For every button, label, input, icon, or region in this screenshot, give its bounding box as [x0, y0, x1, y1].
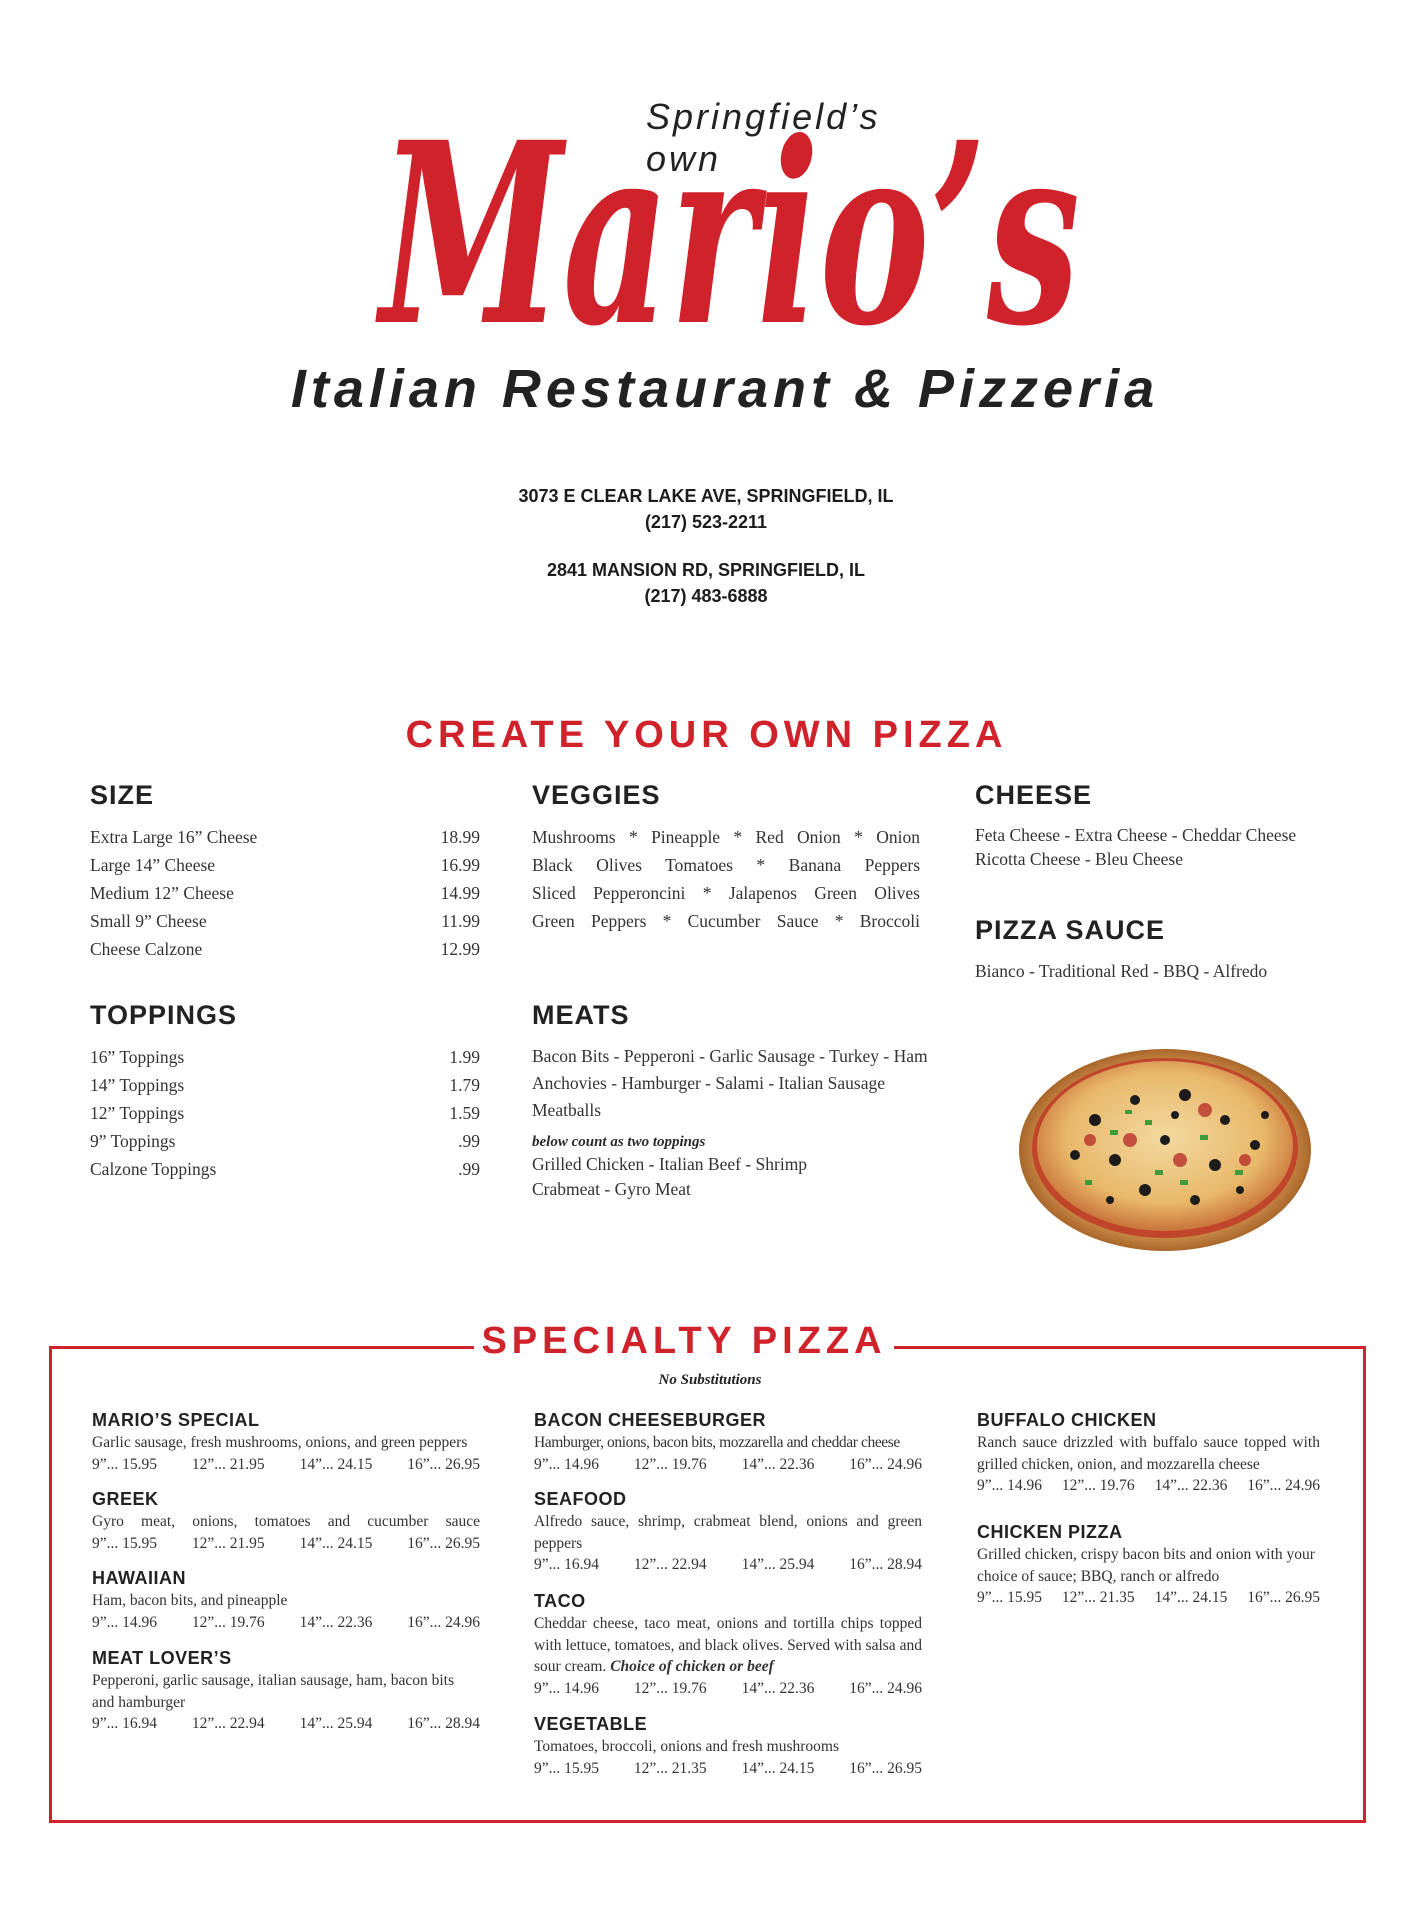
create-your-own-title: CREATE YOUR OWN PIZZA — [405, 714, 1008, 756]
specialty-item — [534, 1408, 922, 1475]
specialty-item — [92, 1566, 480, 1633]
sauce-line: Bianco - Traditional Red - BBQ - Alfredo — [975, 961, 1268, 981]
price: 14”... 22.36 — [741, 1455, 815, 1473]
size-item — [90, 907, 480, 935]
specialty-name: BUFFALO CHICKEN — [977, 1410, 1157, 1430]
location-2 — [406, 557, 1006, 609]
item-name: Extra Large 16” Cheese — [90, 827, 258, 847]
specialty-prices — [92, 1533, 480, 1555]
price: 12”... 19.76 — [1061, 1477, 1135, 1494]
item-price: 11.99 — [441, 911, 480, 931]
price: 16”... 26.95 — [407, 1534, 480, 1552]
topping-item — [90, 1043, 480, 1071]
specialty-item — [977, 1408, 1320, 1497]
logo-text: Mario’s — [374, 90, 1080, 360]
topping-item — [90, 1071, 480, 1099]
toppings-section — [90, 1000, 480, 1183]
item-price: 1.59 — [449, 1103, 480, 1123]
price: 14”... 22.36 — [741, 1679, 815, 1697]
price: 9”... 15.95 — [977, 1589, 1043, 1606]
specialty-desc: Alfredo sauce, shrimp, crabmeat blend, onions and green peppers — [534, 1513, 922, 1552]
cheese-line: Ricotta Cheese - Bleu Cheese — [975, 849, 1183, 869]
price: 14”... 22.36 — [299, 1613, 373, 1631]
size-item — [90, 935, 480, 963]
price: 14”... 24.15 — [299, 1534, 373, 1552]
item-price: 18.99 — [440, 827, 480, 847]
price: 12”... 22.94 — [633, 1556, 707, 1573]
price: 12”... 21.95 — [191, 1455, 265, 1473]
specialty-name: TACO — [534, 1591, 586, 1611]
specialty-desc: Ham, bacon bits, and pineapple — [92, 1592, 288, 1609]
price: 12”... 19.76 — [633, 1455, 707, 1473]
location-address: 3073 E CLEAR LAKE AVE, SPRINGFIELD, IL — [518, 486, 894, 506]
specialty-item — [534, 1712, 922, 1779]
price: 9”... 14.96 — [534, 1679, 600, 1697]
price: 16”... 28.94 — [849, 1556, 922, 1573]
item-name: Small 9” Cheese — [90, 911, 207, 931]
specialty-item — [534, 1589, 922, 1699]
specialty-desc: Pepperoni, garlic sausage, italian sausage, ham, bacon bits and hamburger — [92, 1672, 454, 1711]
tagline: Springfield’s own — [646, 96, 881, 179]
item-name: 9” Toppings — [90, 1131, 176, 1151]
price: 9”... 15.95 — [534, 1759, 600, 1777]
item-name: Large 14” Cheese — [90, 855, 216, 875]
price: 14”... 25.94 — [741, 1556, 815, 1573]
specialty-name: BACON CHEESEBURGER — [534, 1410, 767, 1430]
price: 9”... 15.95 — [92, 1534, 158, 1552]
size-item — [90, 823, 480, 851]
specialty-item — [977, 1520, 1320, 1609]
toppings-heading: TOPPINGS — [90, 1000, 238, 1030]
price: 12”... 19.76 — [633, 1679, 707, 1697]
specialty-name: HAWAIIAN — [92, 1568, 186, 1588]
price: 9”... 16.94 — [534, 1556, 600, 1573]
no-substitutions-note: No Substitutions — [658, 1372, 762, 1388]
specialty-prices — [534, 1678, 922, 1700]
specialty-desc — [534, 1613, 922, 1678]
specialty-prices — [92, 1612, 480, 1634]
logo-wordmark — [360, 90, 1120, 360]
specialty-item — [92, 1487, 480, 1554]
desc-text: Cheddar cheese, taco meat, onions and tortilla chips topped with lettuce, tomatoes, and black olives. Served with salsa and sour cream. — [534, 1615, 922, 1675]
restaurant-logo — [360, 90, 1120, 360]
pizza-sauce-section — [975, 915, 1335, 985]
specialty-prices — [92, 1454, 480, 1476]
location-address: 2841 MANSION RD, SPRINGFIELD, IL — [546, 560, 866, 580]
specialty-name: SEAFOOD — [534, 1489, 627, 1509]
meat-line: Meatballs — [532, 1100, 602, 1120]
specialty-name: GREEK — [92, 1489, 159, 1509]
item-name: Medium 12” Cheese — [90, 883, 234, 903]
veggies-section — [532, 780, 920, 935]
price: 9”... 14.96 — [534, 1455, 600, 1473]
specialty-item — [92, 1408, 480, 1475]
specialty-item — [534, 1487, 922, 1576]
cheese-line: Feta Cheese - Extra Cheese - Cheddar Cheese — [975, 825, 1297, 845]
item-price: 1.79 — [449, 1075, 480, 1095]
double-topping-note: below count as two toppings — [532, 1134, 706, 1150]
meat-line: Bacon Bits - Pepperoni - Garlic Sausage - Turkey - Ham — [532, 1046, 928, 1066]
price: 16”... 24.96 — [407, 1613, 480, 1631]
meat-line: Crabmeat - Gyro Meat — [532, 1179, 691, 1199]
item-name: 16” Toppings — [90, 1047, 185, 1067]
veggie-line: Black Olives Tomatoes * Banana Peppers — [532, 855, 920, 875]
desc-emphasis: Choice of chicken or beef — [610, 1658, 774, 1675]
veggie-line: Mushrooms * Pineapple * Red Onion * Onion — [532, 827, 920, 847]
item-name: Calzone Toppings — [90, 1159, 217, 1179]
price: 14”... 24.15 — [741, 1759, 815, 1777]
price: 16”... 26.95 — [849, 1759, 922, 1777]
specialty-prices — [534, 1758, 922, 1780]
meat-line: Anchovies - Hamburger - Salami - Italian Sausage — [532, 1073, 885, 1093]
pizza-sauce-heading: PIZZA SAUCE — [975, 915, 1166, 945]
item-name: 14” Toppings — [90, 1075, 185, 1095]
pizza-photo-icon — [1015, 1040, 1315, 1255]
specialty-name: CHICKEN PIZZA — [977, 1522, 1123, 1542]
specialty-desc: Hamburger, onions, bacon bits, mozzarella and cheddar cheese — [534, 1434, 900, 1451]
price: 16”... 24.96 — [1247, 1477, 1320, 1494]
specialty-prices — [534, 1454, 922, 1476]
price: 16”... 26.95 — [1247, 1589, 1320, 1606]
specialty-prices — [92, 1713, 480, 1735]
item-name: 12” Toppings — [90, 1103, 185, 1123]
price: 9”... 16.94 — [92, 1715, 158, 1732]
location-phone: (217) 483-6888 — [644, 586, 768, 606]
specialty-desc: Gyro meat, onions, tomatoes and cucumber sauce — [92, 1513, 480, 1530]
restaurant-subtitle: Italian Restaurant & Pizzeria — [290, 359, 1160, 419]
item-price: 16.99 — [440, 855, 480, 875]
item-price: 14.99 — [440, 883, 480, 903]
specialty-name: MEAT LOVER’S — [92, 1648, 232, 1668]
size-section — [90, 780, 480, 963]
specialty-prices — [534, 1554, 922, 1576]
cheese-section — [975, 780, 1335, 871]
meats-heading: MEATS — [532, 1000, 630, 1030]
meat-line: Grilled Chicken - Italian Beef - Shrimp — [532, 1154, 808, 1174]
specialty-prices — [977, 1587, 1320, 1609]
location-phone: (217) 523-2211 — [644, 512, 768, 532]
price: 9”... 14.96 — [977, 1477, 1043, 1494]
specialty-item — [92, 1646, 480, 1735]
topping-item — [90, 1155, 480, 1183]
price: 12”... 21.35 — [633, 1759, 707, 1777]
cheese-heading: CHEESE — [975, 780, 1093, 810]
price: 16”... 24.96 — [849, 1455, 922, 1473]
item-price: 12.99 — [440, 939, 480, 959]
topping-item — [90, 1099, 480, 1127]
specialty-desc: Tomatoes, broccoli, onions and fresh mushrooms — [534, 1738, 839, 1755]
location-1 — [406, 483, 1006, 535]
size-heading: SIZE — [90, 780, 155, 810]
price: 14”... 24.15 — [299, 1455, 373, 1473]
meats-section — [532, 1000, 932, 1202]
specialty-prices — [977, 1475, 1320, 1497]
item-name: Cheese Calzone — [90, 939, 203, 959]
specialty-title: SPECIALTY PIZZA — [481, 1320, 887, 1362]
veggie-line: Sliced Pepperoncini * Jalapenos Green Olives — [532, 883, 920, 903]
size-item — [90, 851, 480, 879]
price: 16”... 24.96 — [849, 1679, 922, 1697]
specialty-name: VEGETABLE — [534, 1714, 648, 1734]
price: 16”... 28.94 — [407, 1715, 480, 1732]
price: 9”... 15.95 — [92, 1455, 158, 1473]
price: 12”... 21.35 — [1061, 1589, 1135, 1606]
size-item — [90, 879, 480, 907]
price: 12”... 21.95 — [191, 1534, 265, 1552]
item-price: .99 — [458, 1159, 480, 1179]
price: 12”... 22.94 — [191, 1715, 265, 1732]
specialty-desc: Garlic sausage, fresh mushrooms, onions, and green peppers — [92, 1434, 468, 1451]
specialty-name: MARIO’S SPECIAL — [92, 1410, 260, 1430]
veggie-line: Green Peppers * Cucumber Sauce * Broccoli — [532, 911, 920, 931]
specialty-desc: Ranch sauce drizzled with buffalo sauce topped with grilled chicken, onion, and mozzarella cheese — [977, 1434, 1320, 1473]
price: 9”... 14.96 — [92, 1613, 158, 1631]
price: 12”... 19.76 — [191, 1613, 265, 1631]
topping-item — [90, 1127, 480, 1155]
veggies-heading: VEGGIES — [532, 780, 661, 810]
price: 14”... 25.94 — [299, 1715, 373, 1732]
item-price: 1.99 — [449, 1047, 480, 1067]
price: 14”... 24.15 — [1154, 1589, 1228, 1606]
price: 14”... 22.36 — [1154, 1477, 1228, 1494]
specialty-desc: Grilled chicken, crispy bacon bits and onion with your choice of sauce; BBQ, ranch or alfredo — [977, 1546, 1315, 1585]
price: 16”... 26.95 — [407, 1455, 480, 1473]
item-price: .99 — [458, 1131, 480, 1151]
